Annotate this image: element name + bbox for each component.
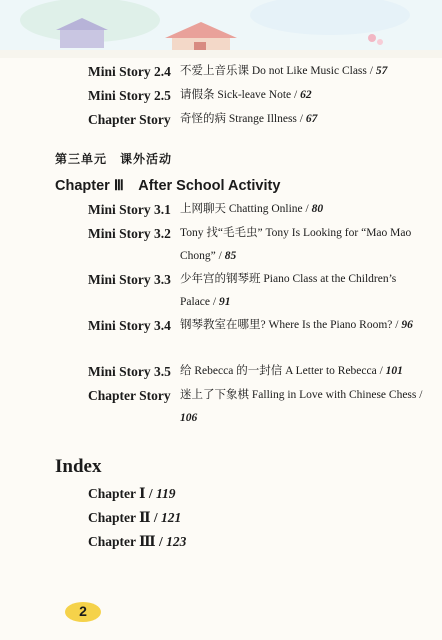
index-item-page: 119	[155, 486, 176, 501]
toc-entry-3-story[interactable]	[88, 384, 428, 430]
toc-entry-title: 给 Rebecca 的一封信 A Letter to Rebecca / 101	[180, 365, 403, 377]
toc-entry-3-1[interactable]	[88, 198, 428, 221]
index-item-chapter-3[interactable]: Chapter Ⅲ / 123	[88, 534, 187, 549]
toc-entry-label: Mini Story 2.4	[88, 64, 171, 79]
toc-entry-title: 钢琴教室在哪里? Where Is the Piano Room? / 96	[180, 319, 413, 331]
toc-entry-title: 不爱上音乐课 Do not Like Music Class / 57	[180, 65, 388, 77]
toc-entry-title: 请假条 Sick-leave Note / 62	[180, 89, 312, 101]
index-item-label: Chapter Ⅰ	[88, 486, 146, 501]
toc-entry-label: Chapter Story	[88, 388, 171, 403]
toc-entry-label: Mini Story 3.3	[88, 272, 171, 287]
toc-entry-title: 奇怪的病 Strange Illness / 67	[180, 113, 318, 125]
index-item-page: 123	[166, 534, 187, 549]
toc-entry-3-2[interactable]	[88, 222, 428, 268]
toc-entry-label: Mini Story 3.2	[88, 226, 171, 241]
index-item-page: 121	[161, 510, 182, 525]
index-item-chapter-1[interactable]: Chapter Ⅰ / 119	[88, 486, 176, 501]
index-item-label: Chapter Ⅱ	[88, 510, 151, 525]
page-number: 2	[79, 603, 87, 619]
toc-entry-title: 少年宫的钢琴班 Piano Class at the Children’s Palace / 91	[180, 273, 397, 308]
toc-entry-2-5[interactable]	[88, 84, 428, 107]
toc-entry-label: Mini Story 3.4	[88, 318, 171, 333]
header-illustration	[0, 0, 442, 58]
toc-entry-3-4[interactable]	[88, 314, 428, 337]
index-item-label: Chapter Ⅲ	[88, 534, 156, 549]
toc-entry-title: Tony 找“毛毛虫” Tony Is Looking for “Mao Mao Chong” / 85	[180, 227, 412, 262]
toc-entry-3-5[interactable]	[88, 360, 428, 383]
unit-heading-cn: 第三单元 课外活动	[55, 152, 173, 166]
toc-entry-label: Mini Story 3.1	[88, 202, 171, 217]
toc-entry-3-3[interactable]	[88, 268, 428, 314]
toc-entry-2-story[interactable]	[88, 108, 428, 131]
toc-entry-label: Mini Story 3.5	[88, 364, 171, 379]
toc-entry-title: 迷上了下象棋 Falling in Love with Chinese Chess / 106	[180, 389, 423, 424]
toc-entry-2-4[interactable]	[88, 60, 428, 83]
index-item-chapter-2[interactable]: Chapter Ⅱ / 121	[88, 510, 182, 525]
toc-entry-label: Mini Story 2.5	[88, 88, 171, 103]
index-heading: Index	[55, 456, 102, 477]
toc-entry-label: Chapter Story	[88, 112, 171, 127]
chapter-heading: Chapter Ⅲ After School Activity	[55, 178, 281, 194]
toc-entry-title: 上网聊天 Chatting Online / 80	[180, 203, 324, 215]
